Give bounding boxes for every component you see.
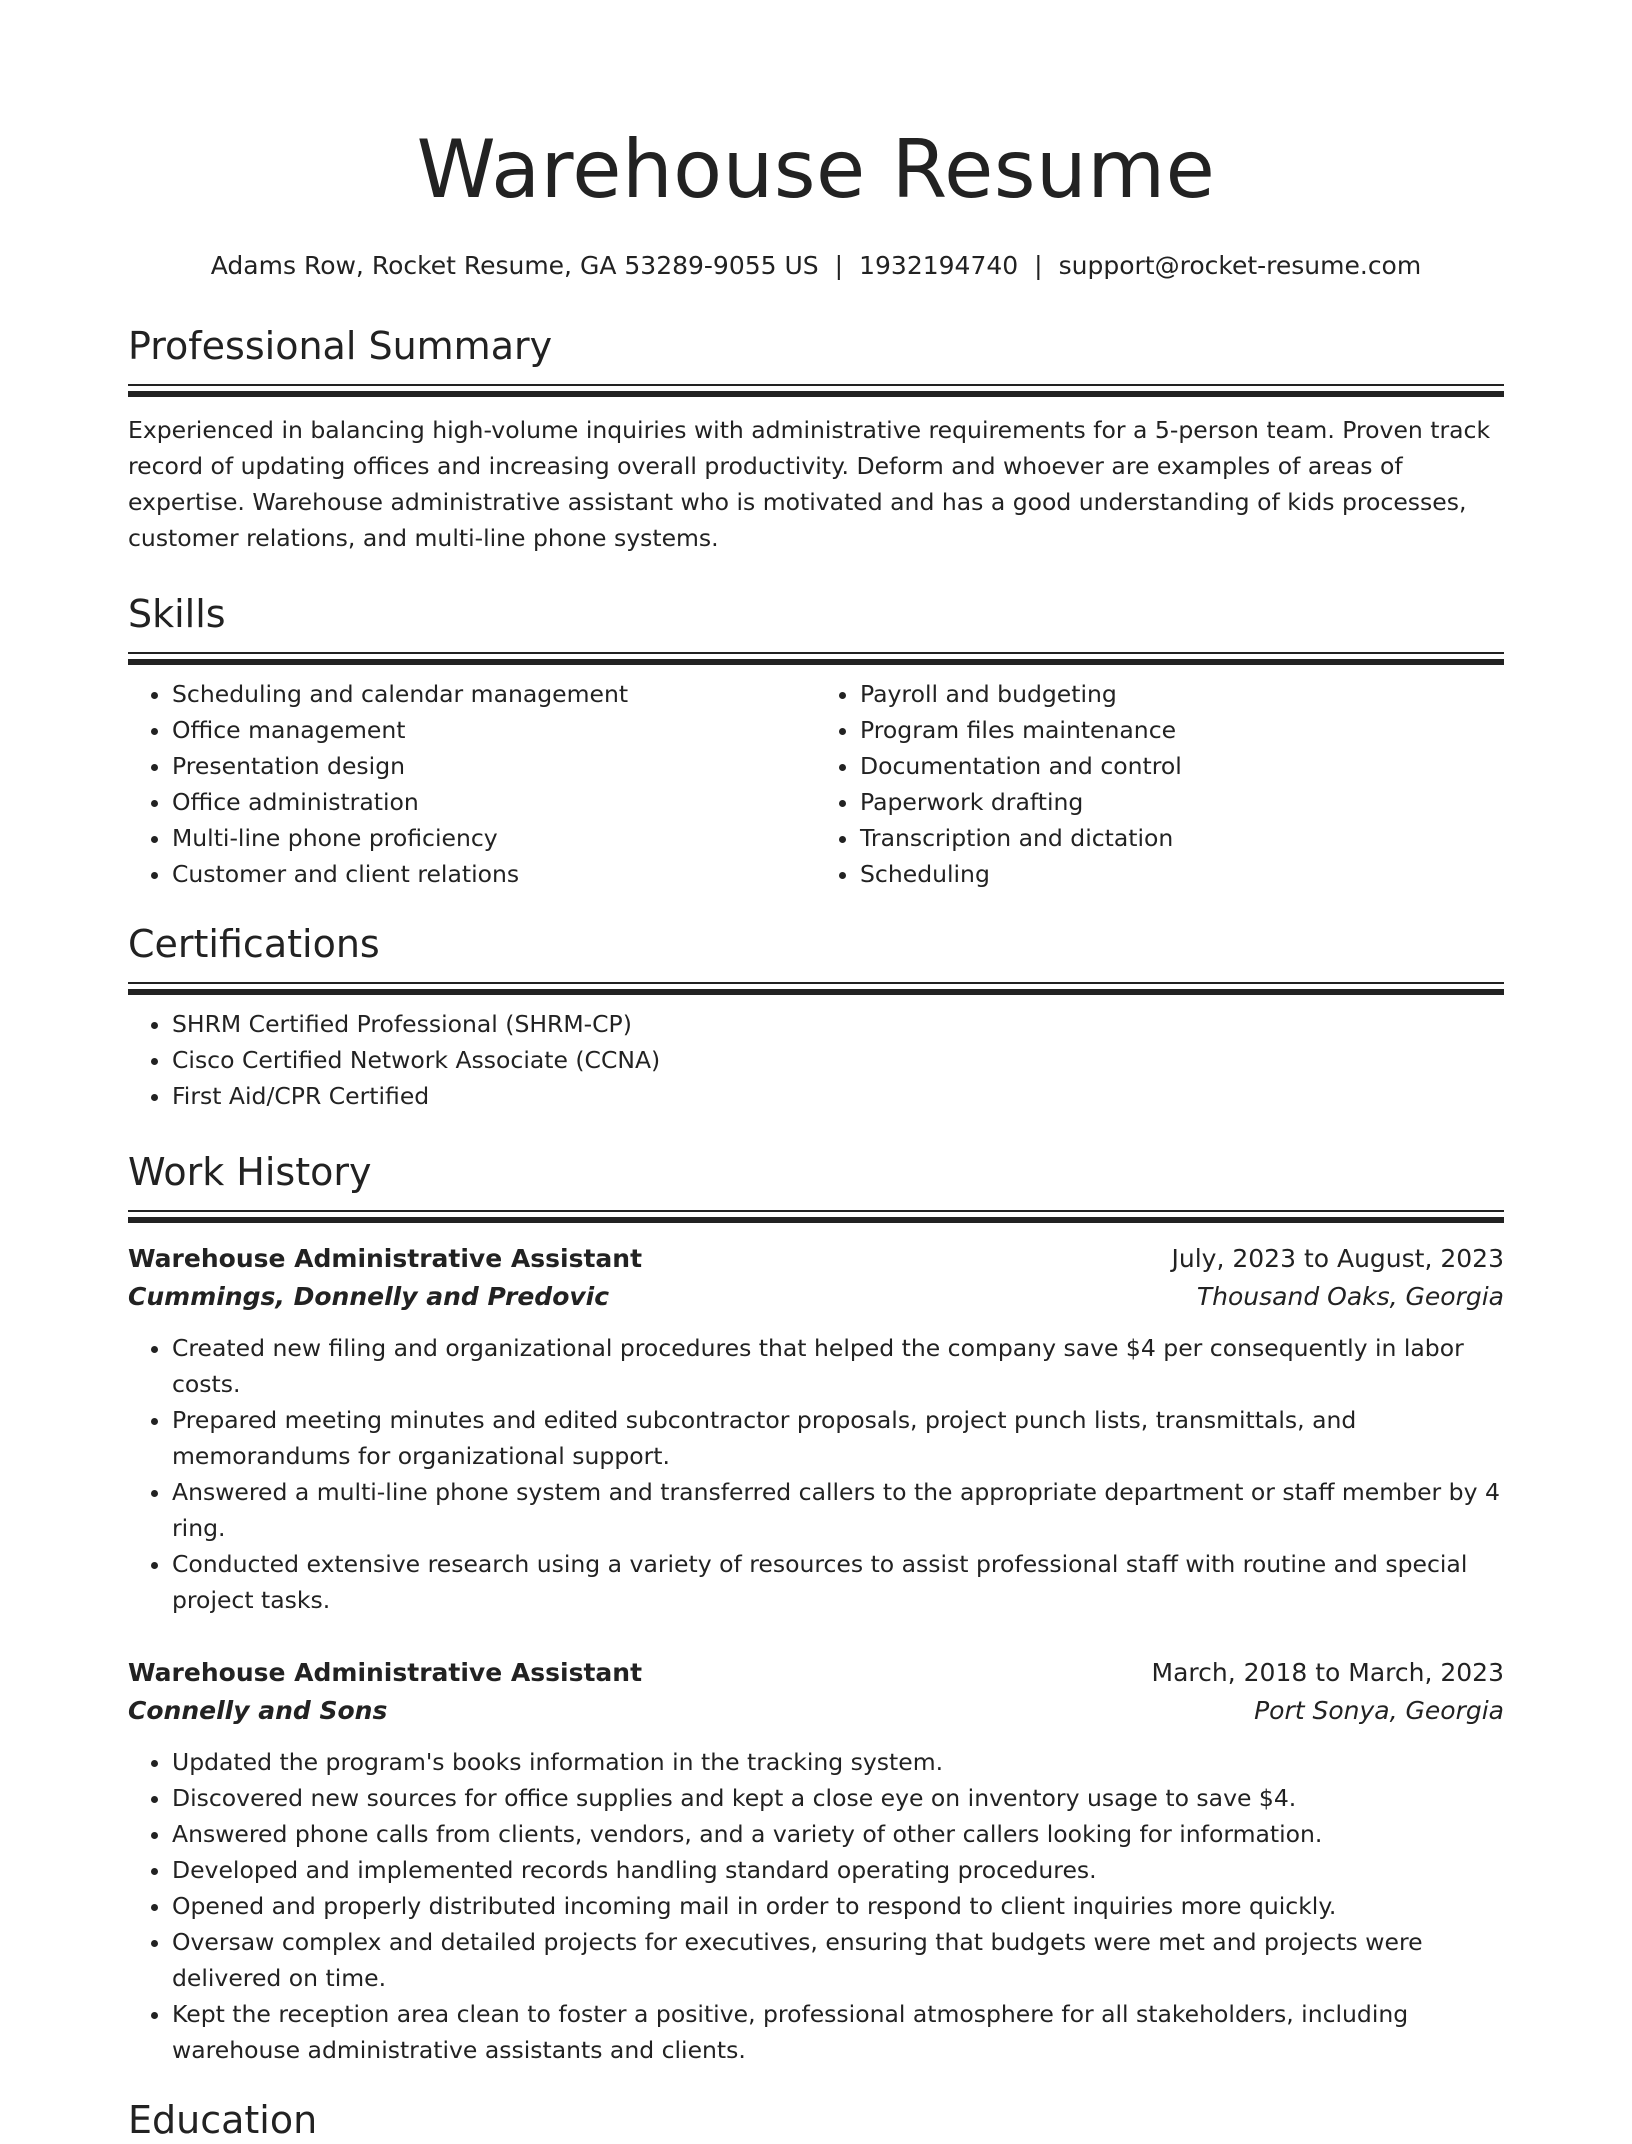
job-entry xyxy=(128,1240,1504,1618)
list-item: • Office administration xyxy=(172,784,816,820)
list-item: • Multi-line phone proficiency xyxy=(172,820,816,856)
list-item: • Transcription and dictation xyxy=(860,820,1504,856)
section-title-skills: Skills xyxy=(128,592,226,636)
contact-phone: 1932194740 xyxy=(859,251,1019,280)
contact-line xyxy=(128,250,1504,282)
section-title-certifications: Certifications xyxy=(128,922,380,966)
list-item: • Presentation design xyxy=(172,748,816,784)
skills-columns xyxy=(128,664,1504,892)
job-company-row xyxy=(128,1692,1504,1730)
list-item: • Customer and client relations xyxy=(172,856,816,892)
certifications-section xyxy=(128,920,1504,1114)
job-bullets xyxy=(128,1744,1504,2068)
job-title: Warehouse Administrative Assistant xyxy=(128,1658,643,1687)
section-divider xyxy=(128,1210,1504,1222)
list-item: • Conducted extensive research using a variety of resources to assist professional staff with routine and special project tasks. xyxy=(172,1546,1504,1618)
summary-section xyxy=(128,322,1504,556)
list-item: • Updated the program's books information in the tracking system. xyxy=(172,1744,1504,1780)
list-item: • Answered phone calls from clients, vendors, and a variety of other callers looking for information. xyxy=(172,1816,1504,1852)
list-item: • Documentation and control xyxy=(860,748,1504,784)
list-item: • Paperwork drafting xyxy=(860,784,1504,820)
list-item: • Cisco Certified Network Associate (CCNA) xyxy=(172,1042,1504,1078)
contact-separator: | xyxy=(834,251,844,280)
contact-address: Adams Row, Rocket Resume, GA 53289-9055 US xyxy=(210,251,819,280)
section-title-work-history: Work History xyxy=(128,1150,372,1194)
skills-list-left xyxy=(128,676,816,892)
list-item: • Developed and implemented records handling standard operating procedures. xyxy=(172,1852,1504,1888)
job-dates: March, 2018 to March, 2023 xyxy=(1151,1658,1504,1687)
list-item: • Opened and properly distributed incoming mail in order to respond to client inquiries more quickly. xyxy=(172,1888,1504,1924)
list-item: • Discovered new sources for office supplies and kept a close eye on inventory usage to save $4. xyxy=(172,1780,1504,1816)
work-history-section xyxy=(128,1148,1504,2068)
certifications-list xyxy=(128,1006,1504,1114)
skills-section xyxy=(128,590,1504,892)
list-item: • Oversaw complex and detailed projects for executives, ensuring that budgets were met and projects were delivered on time. xyxy=(172,1924,1504,1996)
job-title: Warehouse Administrative Assistant xyxy=(128,1244,643,1273)
contact-email: support@rocket-resume.com xyxy=(1058,251,1422,280)
job-header-row xyxy=(128,1240,1504,1278)
education-section xyxy=(128,2096,1504,2144)
list-item: • Scheduling xyxy=(860,856,1504,892)
job-company-row xyxy=(128,1278,1504,1316)
job-location: Port Sonya, Georgia xyxy=(1254,1696,1504,1725)
section-title-education: Education xyxy=(128,2098,318,2142)
list-item: • SHRM Certified Professional (SHRM-CP) xyxy=(172,1006,1504,1042)
section-title-summary: Professional Summary xyxy=(128,324,553,368)
resume-name: Warehouse Resume xyxy=(416,123,1216,216)
list-item: • Program files maintenance xyxy=(860,712,1504,748)
list-item: • Scheduling and calendar management xyxy=(172,676,816,712)
job-dates: July, 2023 to August, 2023 xyxy=(1171,1244,1504,1273)
job-header-row xyxy=(128,1654,1504,1692)
list-item: • Kept the reception area clean to foster a positive, professional atmosphere for all stakeholders, including warehouse administrative assistants and clients. xyxy=(172,1996,1504,2068)
section-divider xyxy=(128,652,1504,664)
job-bullets xyxy=(128,1330,1504,1618)
list-item: • First Aid/CPR Certified xyxy=(172,1078,1504,1114)
contact-separator: | xyxy=(1034,251,1043,280)
skills-list-right xyxy=(816,676,1504,892)
job-location: Thousand Oaks, Georgia xyxy=(1196,1282,1504,1311)
list-item: • Answered a multi-line phone system and transferred callers to the appropriate department or staff member by 4 ring. xyxy=(172,1474,1504,1546)
section-divider xyxy=(128,982,1504,994)
list-item: • Prepared meeting minutes and edited subcontractor proposals, project punch lists, transmittals, and memorandums for organizational support. xyxy=(172,1402,1504,1474)
list-item: • Payroll and budgeting xyxy=(860,676,1504,712)
job-company: Cummings, Donnelly and Predovic xyxy=(128,1282,610,1311)
list-item: • Office management xyxy=(172,712,816,748)
summary-text: Experienced in balancing high-volume inquiries with administrative requirements for a 5-person team. Proven track record of updating offices and increasing overall productivity. Deform and whoever are examples of areas of expertise. Warehouse administrative assistant who is motivated and has a good understanding of kids processes, customer relations, and multi-line phone systems. xyxy=(128,416,1491,552)
list-item: • Created new filing and organizational procedures that helped the company save $4 per consequently in labor costs. xyxy=(172,1330,1504,1402)
job-company: Connelly and Sons xyxy=(128,1696,388,1725)
job-entry xyxy=(128,1654,1504,2068)
section-divider xyxy=(128,384,1504,396)
